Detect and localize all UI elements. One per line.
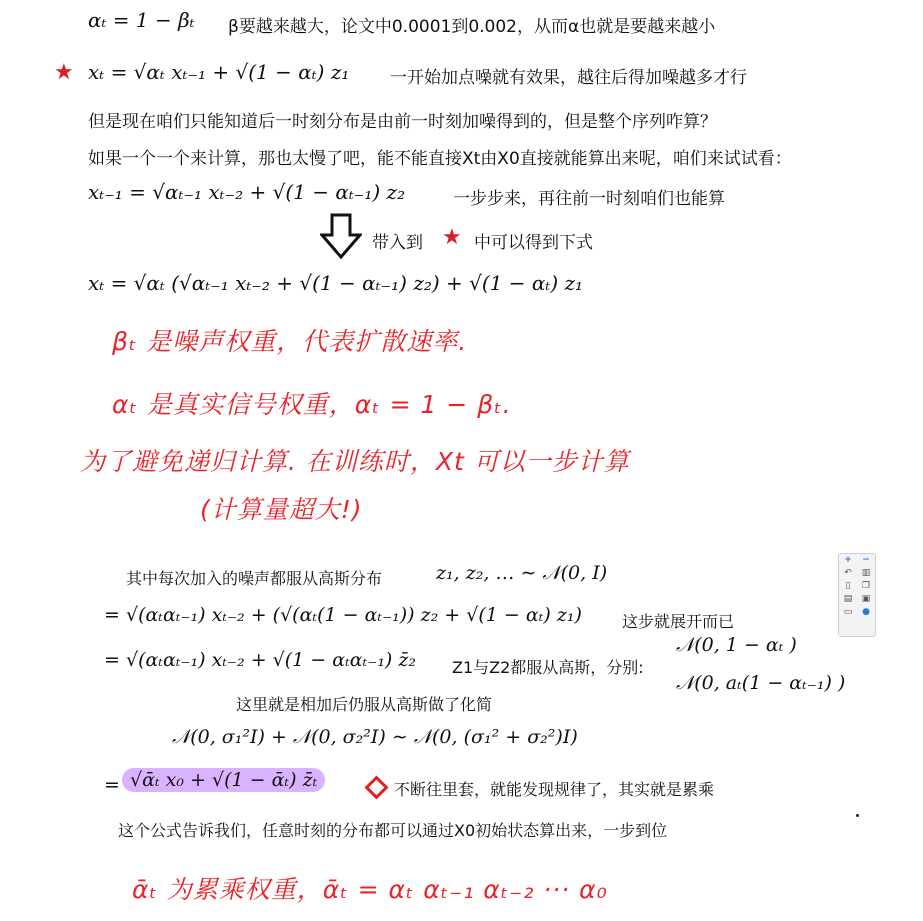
step-note: 一步步来，再往前一时刻咱们也能算 bbox=[453, 189, 725, 209]
star-icon: ★ bbox=[442, 225, 462, 250]
copy-icon[interactable]: ❐ bbox=[861, 581, 871, 591]
distribution-z1: 𝒩(0, 1 − αₜ ) bbox=[676, 634, 797, 656]
forward-step-equation: xₜ = √αₜ xₜ₋₁ + √(1 − αₜ) z₁ bbox=[88, 60, 350, 84]
expansion-equation: = √(αₜαₜ₋₁) xₜ₋₂ + (√(αₜ(1 − αₜ₋₁)) z₂ + √(1 − αₜ) z₁) bbox=[104, 604, 582, 626]
noise-distribution: z₁, z₂, … ∼ 𝒩(0, I) bbox=[436, 562, 608, 584]
noise-note: 一开始加点噪就有效果，越往后得加噪越多才行 bbox=[390, 68, 747, 88]
closed-form-equation: √ᾱₜ x₀ + √(1 − ᾱₜ) z̄ₜ bbox=[122, 768, 325, 792]
cumulative-product-note: 不断往里套，就能发现规律了，其实就是累乘 bbox=[394, 780, 715, 799]
plus-icon[interactable]: + bbox=[844, 555, 852, 565]
handwritten-alphabar-note: ᾱₜ 为累乘权重，ᾱₜ = αₜ αₜ₋₁ αₜ₋₂ ··· α₀ bbox=[132, 875, 608, 904]
previous-step-equation: xₜ₋₁ = √αₜ₋₁ xₜ₋₂ + √(1 − αₜ₋₁) z₂ bbox=[88, 180, 406, 204]
handwritten-recursion-note: 为了避免递归计算. 在训练时，Xt 可以一步计算 bbox=[80, 447, 630, 476]
conclusion-note: 这个公式告诉我们，任意时刻的分布都可以通过X0初始状态算出来，一步到位 bbox=[118, 821, 668, 840]
save-icon[interactable]: ▣ bbox=[861, 594, 871, 604]
merged-noise-equation: = √(αₜαₜ₋₁) xₜ₋₂ + √(1 − αₜαₜ₋₁) z̄₂ bbox=[104, 649, 417, 671]
gaussian-both-note: Z1与Z2都服从高斯，分别: bbox=[452, 658, 644, 677]
minus-icon[interactable]: − bbox=[862, 555, 870, 565]
idea-line: 如果一个一个来计算，那也太慢了吧，能不能直接Xt由X0直接就能算出来呢，咱们来试试看： bbox=[88, 149, 792, 169]
info-icon[interactable]: ● bbox=[862, 607, 870, 617]
gaussian-note: 其中每次加入的噪声都服从高斯分布 bbox=[126, 569, 383, 588]
equals-sign: = bbox=[104, 774, 120, 796]
print-icon[interactable]: ▤ bbox=[843, 594, 853, 604]
page-icon[interactable]: ▯ bbox=[845, 581, 851, 591]
question-line: 但是现在咱们只能知道后一时刻分布是由前一时刻加噪得到的，但是整个序列咋算？ bbox=[88, 112, 717, 132]
window-icon[interactable]: ▭ bbox=[843, 607, 853, 617]
floating-toolbar bbox=[838, 553, 876, 637]
handwritten-cost-note: (计算量超大!) bbox=[200, 495, 363, 524]
distribution-z2: 𝒩(0, aₜ(1 − αₜ₋₁) ) bbox=[676, 672, 846, 694]
substitute-result-label: 中可以得到下式 bbox=[474, 233, 593, 253]
handwritten-beta-note: βₜ 是噪声权重，代表扩散速率. bbox=[112, 327, 468, 356]
expanded-equation: xₜ = √αₜ (√αₜ₋₁ xₜ₋₂ + √(1 − αₜ₋₁) z₂) + √(1 − αₜ) z₁ bbox=[88, 271, 584, 295]
down-arrow-icon bbox=[320, 213, 362, 259]
substitute-label: 带入到 bbox=[372, 233, 423, 253]
trash-icon[interactable]: ▥ bbox=[861, 568, 871, 578]
diamond-icon bbox=[364, 775, 388, 799]
simplify-note: 这里就是相加后仍服从高斯做了化简 bbox=[236, 695, 493, 714]
alpha-beta-equation: αₜ = 1 − βₜ bbox=[88, 8, 195, 32]
gaussian-sum-rule: 𝒩(0, σ₁²I) + 𝒩(0, σ₂²I) ∼ 𝒩(0, (σ₁² + σ₂²)I) bbox=[172, 726, 578, 748]
stray-dot bbox=[856, 814, 859, 817]
expansion-note: 这步就展开而已 bbox=[622, 612, 735, 631]
star-icon: ★ bbox=[54, 60, 74, 85]
beta-note: β要越来越大，论文中0.0001到0.002，从而α也就是要越来越小 bbox=[228, 17, 716, 37]
handwritten-alpha-note: αₜ 是真实信号权重，αₜ = 1 − βₜ. bbox=[112, 390, 512, 419]
undo-icon[interactable]: ↶ bbox=[844, 568, 852, 578]
